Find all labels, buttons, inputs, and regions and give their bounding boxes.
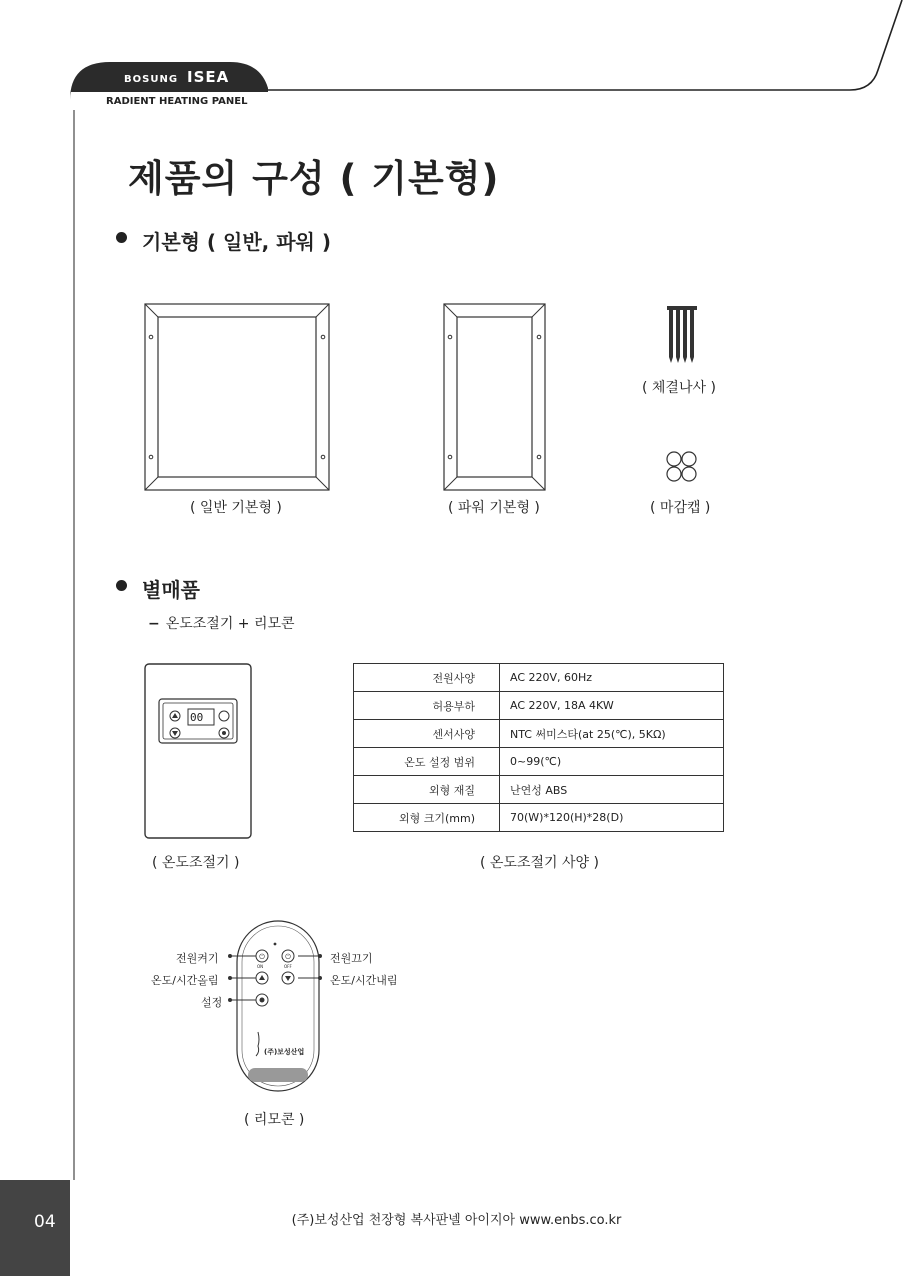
table-row: 허용부하 AC 220V, 18A 4KW — [354, 692, 724, 720]
svg-text:⏻: ⏻ — [285, 953, 291, 961]
thermostat-caption: ( 온도조절기 ) — [152, 855, 240, 871]
table-row: 전원사양 AC 220V, 60Hz — [354, 664, 724, 692]
remote-label-temp-down: 온도/시간내림 — [330, 974, 398, 987]
on-label: ON — [257, 964, 264, 969]
cap-icon — [665, 451, 701, 483]
brand-subtitle: RADIENT HEATING PANEL — [106, 96, 248, 107]
power-panel-image — [443, 303, 546, 491]
screw-caption: ( 체결나사 ) — [642, 380, 716, 396]
off-label: OFF — [284, 964, 292, 969]
dash-icon: − — [148, 616, 160, 632]
remote-label-power-off: 전원끄기 — [330, 952, 373, 965]
section-heading-basic: 기본형 ( 일반, 파워 ) — [142, 230, 331, 254]
thermostat-image — [144, 663, 252, 839]
table-row: 외형 크기(mm) 70(W)*120(H)*28(D) — [354, 804, 724, 832]
remote-caption: ( 리모콘 ) — [244, 1112, 305, 1128]
bullet-icon — [116, 232, 127, 243]
page-title: 제품의 구성 ( 기본형) — [128, 157, 500, 200]
footer-text: (주)보성산업 천장형 복사판넬 아이지아 www.enbs.co.kr — [291, 1213, 622, 1228]
thermostat-display: 00 — [190, 711, 204, 724]
table-row: 센서사양 NTC 써미스타(at 25(℃), 5KΩ) — [354, 720, 724, 748]
bullet-icon — [116, 580, 127, 591]
remote-label-temp-up: 온도/시간올림 — [151, 974, 219, 987]
general-panel-image — [144, 303, 330, 491]
remote-label-power-on: 전원켜기 — [176, 952, 219, 965]
section-heading-accessories: 별매품 — [142, 578, 200, 602]
general-panel-caption: ( 일반 기본형 ) — [190, 500, 282, 516]
spec-caption: ( 온도조절기 사양 ) — [480, 855, 599, 871]
remote-leader-lines — [220, 945, 330, 1005]
page-number: 04 — [34, 1212, 56, 1232]
remote-logo: (주)보성산업 — [264, 1048, 305, 1056]
remote-label-setting: 설정 — [201, 996, 223, 1009]
accessories-subheading: − 온도조절기 + 리모콘 — [148, 616, 295, 632]
svg-text:⏻: ⏻ — [259, 953, 265, 961]
spec-table — [353, 663, 724, 832]
screw-icon — [664, 305, 700, 365]
table-row: 온도 설정 범위 0~99(℃) — [354, 748, 724, 776]
power-panel-caption: ( 파워 기본형 ) — [448, 500, 540, 516]
table-row: 외형 재질 난연성 ABS — [354, 776, 724, 804]
brand-logo: BOSUNG ISEA — [124, 68, 230, 86]
cap-caption: ( 마감캡 ) — [650, 500, 711, 516]
